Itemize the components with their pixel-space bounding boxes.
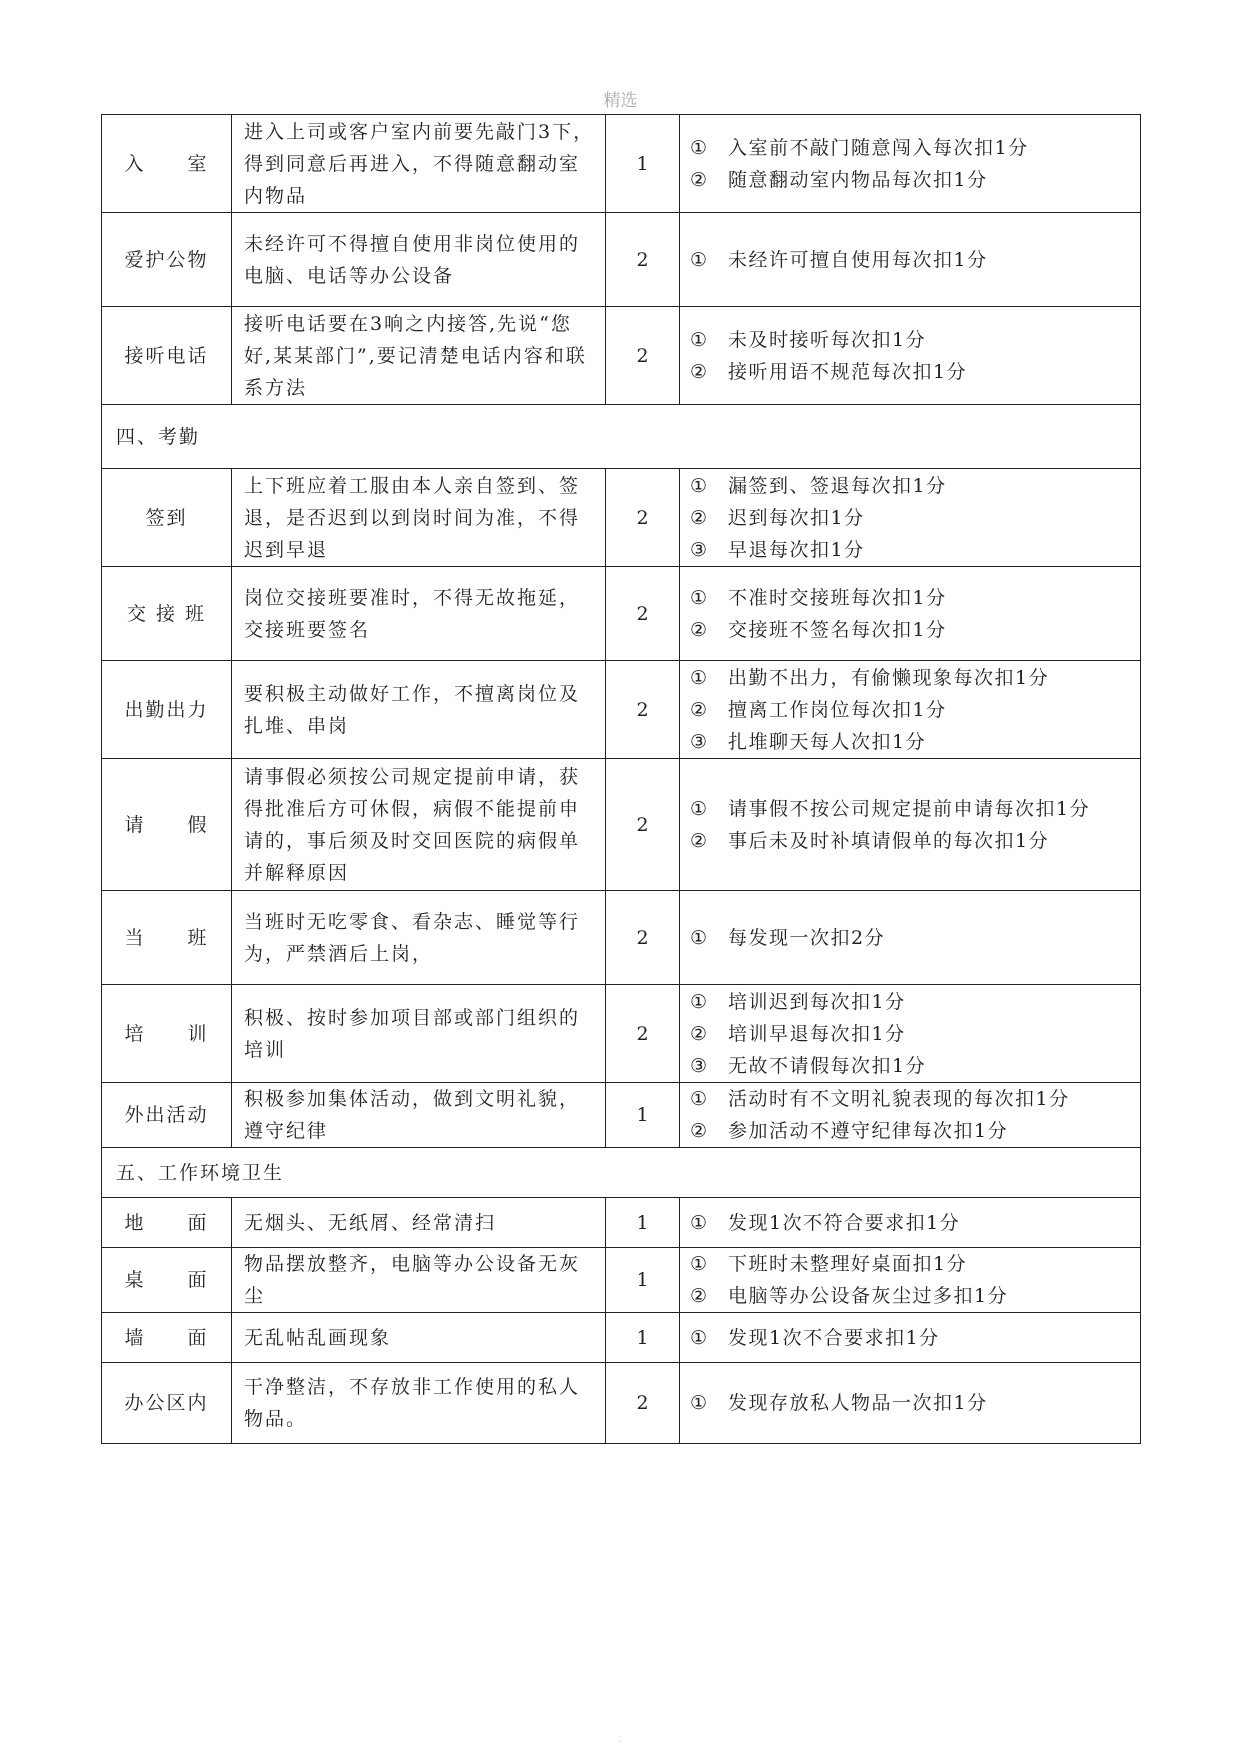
item-name: 出勤出力: [102, 661, 232, 759]
item-score: 2: [606, 469, 680, 567]
deduction-rules: [680, 307, 1141, 405]
item-requirement: 上下班应着工服由本人亲自签到、签退，是否迟到以到岗时间为准，不得迟到早退: [232, 469, 606, 567]
deduction-rules: [680, 1313, 1141, 1363]
rule-number: ②: [690, 1022, 708, 1045]
item-score: 1: [606, 1248, 680, 1313]
rule-text: 不准时交接班每次扣1分: [728, 586, 947, 609]
item-score: 2: [606, 567, 680, 661]
table-row: [102, 1198, 1141, 1248]
rule-text: 下班时未整理好桌面扣1分: [728, 1253, 968, 1275]
deduction-rule: [690, 1387, 1132, 1419]
rule-text: 早退每次扣1分: [728, 538, 865, 561]
deduction-rule: [690, 324, 1132, 356]
item-name: 入 室: [102, 115, 232, 213]
deduction-rules: [680, 1363, 1141, 1444]
deduction-rules: [680, 115, 1141, 213]
item-score: 2: [606, 759, 680, 891]
rule-text: 入室前不敲门随意闯入每次扣1分: [728, 136, 1029, 159]
rule-text: 培训早退每次扣1分: [728, 1022, 906, 1045]
item-requirement: 进入上司或客户室内前要先敲门3下，得到同意后再进入，不得随意翻动室内物品: [232, 115, 606, 213]
deduction-rule: [690, 582, 1132, 614]
rule-number: ③: [690, 538, 708, 561]
item-name: 爱护公物: [102, 213, 232, 307]
deduction-rules: [680, 661, 1141, 759]
deduction-rule: [690, 1207, 1132, 1239]
deduction-rule: [690, 244, 1132, 276]
table-row: [102, 307, 1141, 405]
deduction-rules: [680, 759, 1141, 891]
deduction-rules: [680, 891, 1141, 985]
table-row: [102, 1083, 1141, 1148]
item-score: 1: [606, 1083, 680, 1148]
rule-text: 随意翻动室内物品每次扣1分: [728, 168, 988, 191]
rule-text: 出勤不出力，有偷懒现象每次扣1分: [728, 666, 1050, 689]
deduction-rule: [690, 502, 1132, 534]
rule-text: 活动时有不文明礼貌表现的每次扣1分: [728, 1088, 1070, 1110]
deduction-rule: [690, 922, 1132, 954]
footer-dot: .: [618, 1734, 623, 1745]
rule-number: ②: [690, 618, 708, 641]
table-row: [102, 567, 1141, 661]
item-score: 2: [606, 891, 680, 985]
item-name: 墙 面: [102, 1313, 232, 1363]
item-name: 培 训: [102, 985, 232, 1083]
rule-text: 参加活动不遵守纪律每次扣1分: [728, 1120, 1009, 1142]
rule-text: 迟到每次扣1分: [728, 506, 865, 529]
rule-text: 发现1次不合要求扣1分: [728, 1326, 940, 1349]
deduction-rules: [680, 469, 1141, 567]
deduction-rule: [690, 356, 1132, 388]
item-score: 2: [606, 661, 680, 759]
rule-text: 接听用语不规范每次扣1分: [728, 360, 968, 383]
deduction-rules: [680, 985, 1141, 1083]
item-requirement: 积极参加集体活动，做到文明礼貌，遵守纪律: [232, 1083, 606, 1148]
item-name: 外出活动: [102, 1083, 232, 1148]
rule-text: 发现1次不符合要求扣1分: [728, 1211, 961, 1234]
table-row: [102, 469, 1141, 567]
rule-text: 交接班不签名每次扣1分: [728, 618, 947, 641]
item-name: 地 面: [102, 1198, 232, 1248]
rule-number: ①: [690, 1326, 708, 1349]
deduction-rule: [690, 614, 1132, 646]
rule-number: ②: [690, 1285, 708, 1307]
deduction-rule: [690, 662, 1132, 694]
rule-text: 未经许可擅自使用每次扣1分: [728, 248, 988, 271]
rule-number: ①: [690, 797, 708, 820]
deduction-rule: [690, 825, 1132, 857]
item-requirement: 请事假必须按公司规定提前申请，获得批准后方可休假，病假不能提前申请的，事后须及时交回医院的病假单并解释原因: [232, 759, 606, 891]
rule-text: 每发现一次扣2分: [728, 926, 886, 949]
table-row: [102, 1363, 1141, 1444]
rule-text: 扎堆聊天每人次扣1分: [728, 730, 927, 753]
item-requirement: 接听电话要在3响之内接答,先说“您好,某某部门”,要记清楚电话内容和联系方法: [232, 307, 606, 405]
rule-number: ①: [690, 666, 708, 689]
item-name: 交 接 班: [102, 567, 232, 661]
item-score: 2: [606, 213, 680, 307]
section-row: [102, 405, 1141, 469]
rule-text: 电脑等办公设备灰尘过多扣1分: [728, 1285, 1009, 1307]
rule-number: ①: [690, 1088, 708, 1110]
table-row: [102, 661, 1141, 759]
item-score: 2: [606, 985, 680, 1083]
header-watermark: 精选: [603, 91, 638, 111]
item-name: 签到: [102, 469, 232, 567]
section-title: 五、工作环境卫生: [102, 1148, 1141, 1198]
deduction-rules: [680, 1248, 1141, 1313]
rule-number: ①: [690, 1392, 708, 1414]
rule-number: ①: [690, 474, 708, 497]
rule-number: ③: [690, 1054, 708, 1077]
rule-number: ②: [690, 506, 708, 529]
rule-number: ①: [690, 1253, 708, 1275]
rule-number: ②: [690, 168, 708, 191]
item-requirement: 积极、按时参加项目部或部门组织的培训: [232, 985, 606, 1083]
deduction-rule: [690, 986, 1132, 1018]
deduction-rules: [680, 567, 1141, 661]
deduction-rules: [680, 213, 1141, 307]
item-name: 办公区内: [102, 1363, 232, 1444]
item-name: 接听电话: [102, 307, 232, 405]
rule-number: ①: [690, 926, 708, 949]
rule-text: 请事假不按公司规定提前申请每次扣1分: [728, 797, 1091, 820]
rule-number: ①: [690, 248, 708, 271]
section-title: 四、考勤: [102, 405, 1141, 469]
deduction-rule: [690, 1248, 1132, 1280]
table-row: [102, 115, 1141, 213]
rule-text: 无故不请假每次扣1分: [728, 1054, 927, 1077]
rule-text: 培训迟到每次扣1分: [728, 990, 906, 1013]
rule-number: ②: [690, 1120, 708, 1142]
deduction-rule: [690, 132, 1132, 164]
item-score: 1: [606, 115, 680, 213]
rule-number: ①: [690, 586, 708, 609]
item-requirement: 岗位交接班要准时，不得无故拖延，交接班要签名: [232, 567, 606, 661]
item-score: 1: [606, 1198, 680, 1248]
rule-text: 未及时接听每次扣1分: [728, 328, 927, 351]
rule-number: ①: [690, 990, 708, 1013]
rule-text: 事后未及时补填请假单的每次扣1分: [728, 829, 1050, 852]
item-requirement: 当班时无吃零食、看杂志、睡觉等行为，严禁酒后上岗，: [232, 891, 606, 985]
deduction-rule: [690, 726, 1132, 758]
deduction-rule: [690, 1280, 1132, 1312]
table-row: [102, 1248, 1141, 1313]
item-score: 1: [606, 1313, 680, 1363]
table-row: [102, 985, 1141, 1083]
deduction-rule: [690, 1018, 1132, 1050]
item-requirement: 物品摆放整齐，电脑等办公设备无灰尘: [232, 1248, 606, 1313]
item-name: 桌 面: [102, 1248, 232, 1313]
deduction-rule: [690, 1115, 1132, 1147]
rule-text: 漏签到、签退每次扣1分: [728, 474, 947, 497]
item-name: 当 班: [102, 891, 232, 985]
item-requirement: 干净整洁，不存放非工作使用的私人物品。: [232, 1363, 606, 1444]
item-requirement: 无烟头、无纸屑、经常清扫: [232, 1198, 606, 1248]
assessment-table: [101, 114, 1141, 1444]
deduction-rules: [680, 1083, 1141, 1148]
rule-text: 擅离工作岗位每次扣1分: [728, 698, 947, 721]
item-requirement: 未经许可不得擅自使用非岗位使用的电脑、电话等办公设备: [232, 213, 606, 307]
section-row: [102, 1148, 1141, 1198]
item-score: 2: [606, 1363, 680, 1444]
deduction-rule: [690, 164, 1132, 196]
rule-text: 发现存放私人物品一次扣1分: [728, 1392, 988, 1414]
rule-number: ③: [690, 730, 708, 753]
deduction-rule: [690, 1322, 1132, 1354]
table-row: [102, 1313, 1141, 1363]
rule-number: ①: [690, 328, 708, 351]
deduction-rule: [690, 694, 1132, 726]
item-name: 请 假: [102, 759, 232, 891]
deduction-rules: [680, 1198, 1141, 1248]
item-score: 2: [606, 307, 680, 405]
rule-number: ①: [690, 1211, 708, 1234]
deduction-rule: [690, 1050, 1132, 1082]
rule-number: ②: [690, 360, 708, 383]
table-row: [102, 891, 1141, 985]
rule-number: ②: [690, 698, 708, 721]
deduction-rule: [690, 534, 1132, 566]
deduction-rule: [690, 470, 1132, 502]
item-requirement: 要积极主动做好工作，不擅离岗位及扎堆、串岗: [232, 661, 606, 759]
rule-number: ②: [690, 829, 708, 852]
item-requirement: 无乱帖乱画现象: [232, 1313, 606, 1363]
table-row: [102, 213, 1141, 307]
deduction-rule: [690, 1083, 1132, 1115]
deduction-rule: [690, 793, 1132, 825]
table-row: [102, 759, 1141, 891]
rule-number: ①: [690, 136, 708, 159]
